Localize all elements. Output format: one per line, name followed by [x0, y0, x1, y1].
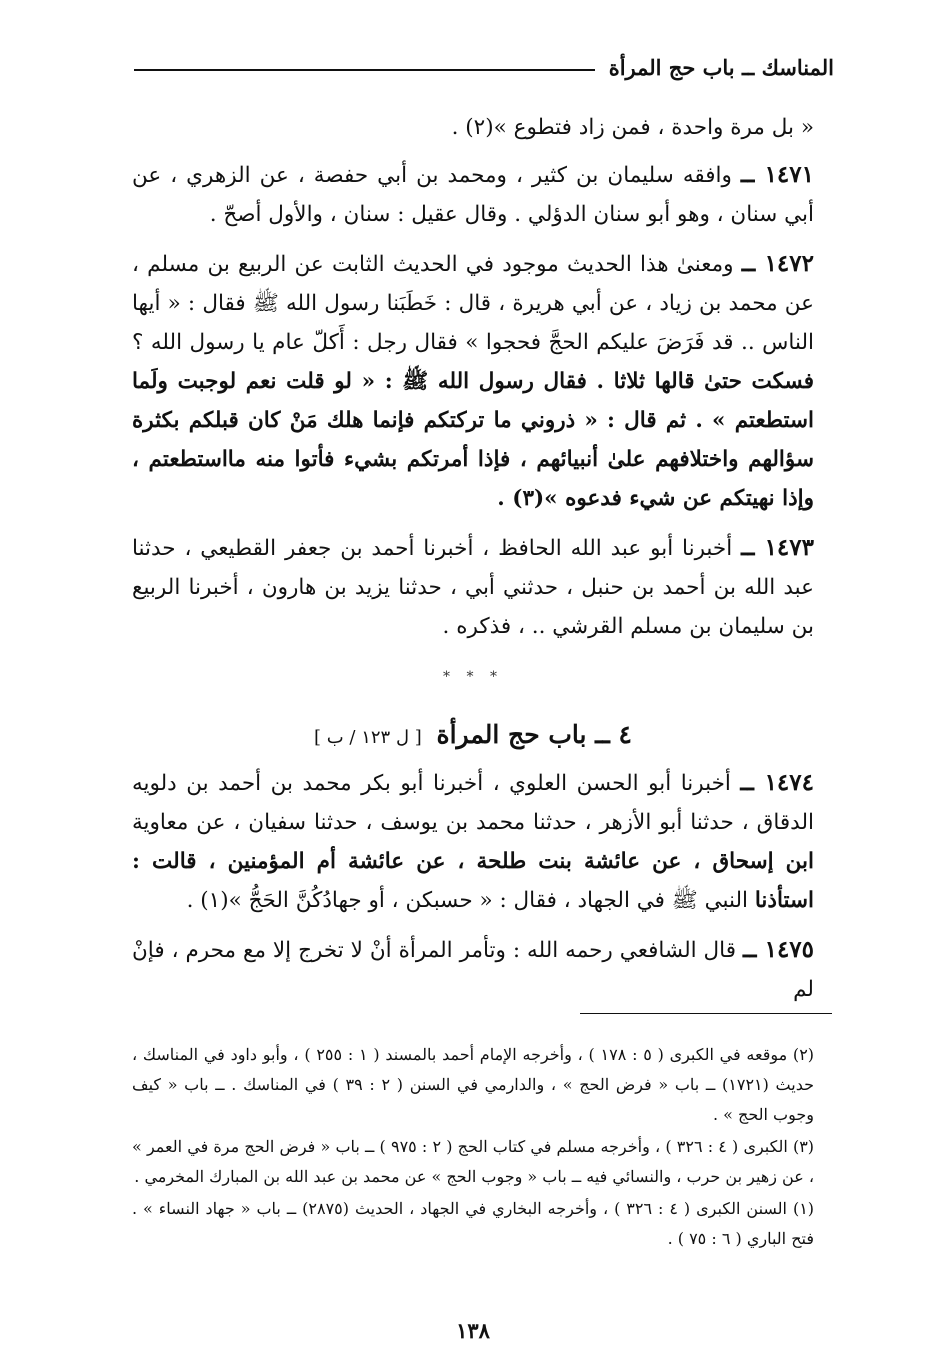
footnote: (١) السنن الكبرى ( ٤ : ٣٢٦ ) ، وأخرجه البخاري في الجهاد ، الحديث (٢٨٧٥) ــ باب « جهاد النساء » . فتح الباري ( ٦ : ٧٥ ) .: [132, 1199, 815, 1248]
hadith-1471: [132, 155, 814, 234]
hadith-1472: [132, 244, 814, 518]
footnote: (٢) موقعه في الكبرى ( ٥ : ١٧٨ ) ، وأخرجه الإمام أحمد بالمسند ( ١ : ٢٥٥ ) ، وأبو داود في المناسك ، حديث (١٧٢١) ــ باب « فرض الحج » ، والدارمي في السنن ( ٢ : ٣٩ ) في المناسك . ــ باب « كيف وجوب الحج » .: [132, 1045, 815, 1124]
hadith-number: ١٤٧١ ــ: [740, 161, 814, 188]
hadith-text: النبي ﷺ في الجهاد ، فقال : « حسبكن ، أو جهادُكُنَّ الحَجُّ »(١) .: [186, 888, 749, 913]
header-rule: [134, 69, 595, 71]
hadith-1473: [132, 528, 814, 646]
footnote-rule: [580, 1013, 832, 1014]
hadith-number: ١٤٧٥ ــ: [742, 936, 815, 963]
hadith-number: ١٤٧٢ ــ: [741, 250, 814, 277]
hadith-text-bold: فسكت حتىٰ قالها ثلاثا . فقال رسول الله ﷺ : « لو قلت نعم لوجبت ولَما استطعتم » . ثم قال : « ذروني ما تركتكم فإنما هلك مَنْ كان قبلكم بكثرة سؤالهم واختلافهم علىٰ أنبيائهم ، فإذا أمرتكم بشيء فأتوا منه مااستطعتم ، وإذا نهيتكم عن شيء فدعوه »(٣) .: [132, 369, 814, 511]
footnote: (٣) الكبرى ( ٤ : ٣٢٦ ) ، وأخرجه مسلم في كتاب الحج ( ٢ : ٩٧٥ ) ــ باب « فرض الحج مرة في العمر » ، عن زهير بن حرب ، والنسائي فيه ــ باب « وجوب الحج » عن محمد بن عبد الله بن المبارك المخرمي .: [132, 1137, 815, 1186]
page-number: ١٣٨: [456, 1318, 490, 1343]
section-title: ٤ ــ باب حج المرأة: [436, 720, 632, 749]
hadith-text-bold: ابن إسحاق ، عن عائشة بنت طلحة ، عن عائشة أم المؤمنين ، قالت : استأذنا: [132, 849, 814, 913]
footnotes: [132, 1040, 814, 1256]
running-header: [134, 52, 834, 82]
hadith-text: وافقه سليمان بن كثير ، ومحمد بن أبي حفصة ، عن الزهري ، عن أبي سنان ، وهو أبو سنان الدؤلي . وقال عقيل : سنان ، والأول أصحّ .: [132, 163, 814, 227]
hadith-text: أخبرنا أبو عبد الله الحافظ ، أخبرنا أحمد بن جعفر القطيعي ، حدثنا عبد الله بن أحمد بن حنبل ، حدثني أبي ، حدثنا يزيد بن هارون ، أخبرنا الربيع بن سليمان بن مسلم القرشي .. ، فذكره .: [132, 536, 814, 639]
section-heading: [132, 715, 814, 757]
main-text: [132, 108, 814, 1019]
hadith-text: قال الشافعي رحمه الله : وتأمر المرأة أنْ لا تخرج إلا مع محرم ، فإنْ لم: [132, 938, 814, 1002]
running-header-title: المناسك ــ باب حج المرأة: [608, 54, 834, 80]
hadith-text: أخبرنا أبو الحسن العلوي ، أخبرنا أبو بكر محمد بن أحمد بن دلويه الدقاق ، حدثنا أبو الأزهر ، حدثنا محمد بن يوسف ، حدثنا سفيان ، عن معاوية: [132, 771, 814, 835]
manuscript-reference: [ ل ١٢٣ / ب ]: [314, 727, 422, 748]
hadith-number: ١٤٧٣ ــ: [741, 534, 814, 561]
hadith-1474: [132, 763, 814, 920]
section-separator: * * *: [443, 669, 503, 685]
hadith-number: ١٤٧٤ ــ: [740, 769, 814, 796]
hadith-1475: [132, 930, 814, 1009]
paragraph-continuation: « بل مرة واحدة ، فمن زاد فتطوع »(٢) .: [451, 115, 814, 140]
hadith-text: ومعنىٰ هذا الحديث موجود في الحديث الثابت عن الربيع بن مسلم ، عن محمد بن زياد ، عن أبي هريرة ، قال : خَطَبَنا رسول الله ﷺ فقال : « أيها الناس .. قد فَرَضَ عليكم الحجَّ فحجوا » فقال رجل : أَكلّ عام يا رسول الله ؟: [132, 252, 814, 355]
